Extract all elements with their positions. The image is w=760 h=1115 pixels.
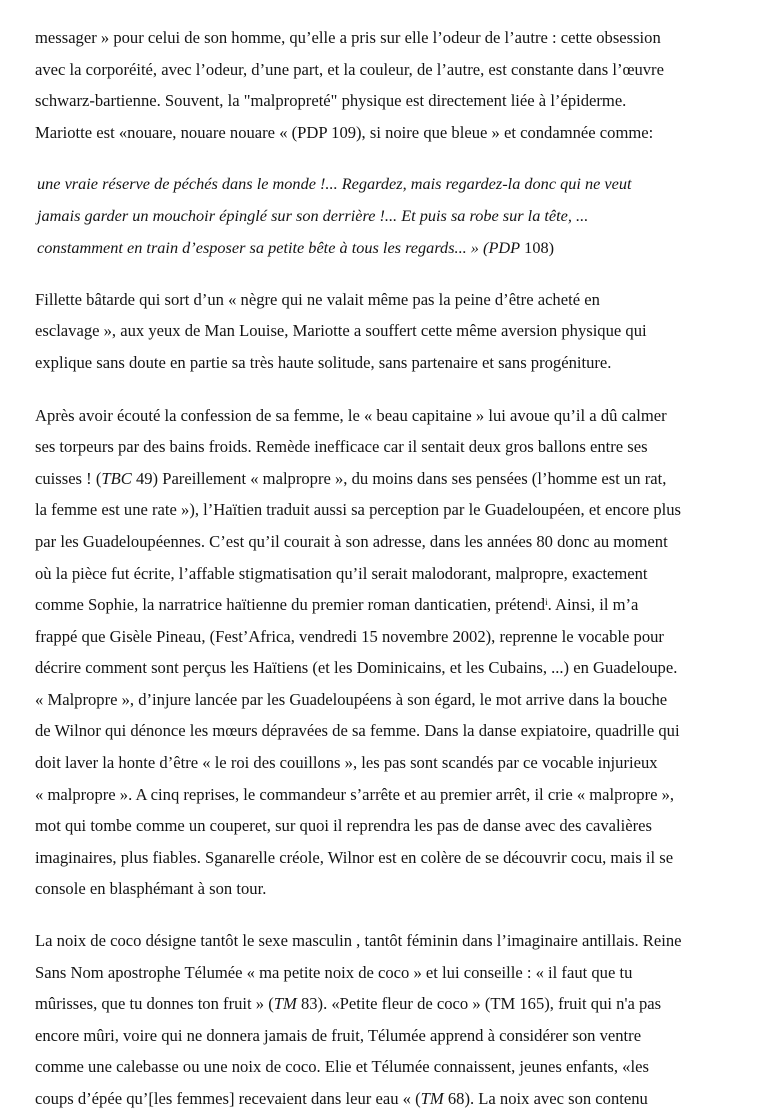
paragraph-1 [35, 22, 747, 148]
text-run: 83). «Petite fleur de coco » (TM 165), fruit qui n'a pas [296, 994, 662, 1014]
text-line: encore mûri, voire qui ne donnera jamais de fruit, Télumée apprend à considérer son ventre [35, 1025, 642, 1045]
text-line: comme une calebasse ou une noix de coco. Elie et Télumée connaissent, jeunes enfants, «les [35, 1057, 649, 1077]
text-line: esclavage », aux yeux de Man Louise, Mariotte a souffert cette même aversion physique qui [35, 321, 647, 341]
text-line: Mariotte est «nouare, nouare nouare « (PDP 109), si noire que bleue » et condamnée comme: [35, 122, 654, 142]
text-run: 68). La noix avec son contenu [443, 1089, 648, 1109]
text-line: la femme est une rate »), l’Haïtien traduit aussi sa perception par le Guadeloupéen, et encore plus [35, 500, 681, 520]
quote-text: constamment en train d’esposer sa petite bête à tous les regards... » ( [37, 237, 489, 257]
paragraph-3 [35, 400, 747, 906]
text-line: Après avoir écouté la confession de sa femme, le « beau capitaine » lui avoue qu’il a dû calmer [35, 405, 667, 425]
text-line: « malpropre ». A cinq reprises, le commandeur s’arrête et au premier arrêt, il crie « malpropre », [35, 784, 675, 804]
text-run: coups d’épée qu’[les femmes] recevaient dans leur eau « ( [35, 1089, 421, 1109]
citation-page: 108) [520, 237, 555, 257]
quote-line: jamais garder un mouchoir épinglé sur son derrière !... Et puis sa robe sur la tête, ... [37, 206, 589, 226]
text-line: mot qui tombe comme un couperet, sur quoi il reprendra les pas de danse avec des cavalières [35, 816, 652, 836]
text-line: décrire comment sont perçus les Haïtiens (et les Dominicains, et les Cubains, ...) en Guadeloupe. [35, 658, 678, 678]
text-line: console en blasphémant à son tour. [35, 879, 267, 899]
text-line: imaginaires, plus fiables. Sganarelle créole, Wilnor est en colère de se découvrir cocu, mais il se [35, 847, 674, 867]
text-line: schwarz-bartienne. Souvent, la "malpropreté" physique est directement liée à l’épiderme. [35, 91, 627, 111]
text-line: « Malpropre », d’injure lancée par les Guadeloupéens à son égard, le mot arrive dans la bouche [35, 689, 668, 709]
text-line [35, 1083, 747, 1115]
text-line: La noix de coco désigne tantôt le sexe masculin , tantôt féminin dans l’imaginaire antillais. Reine [35, 931, 682, 951]
text-line: Sans Nom apostrophe Télumée « ma petite noix de coco » et lui conseille : « il faut que tu [35, 962, 633, 982]
paragraph-4 [35, 925, 747, 1115]
text-line: explique sans doute en partie sa très haute solitude, sans partenaire et sans progéniture. [35, 352, 612, 372]
quote-line: une vraie réserve de péchés dans le monde !... Regardez, mais regardez-la donc qui ne veut [37, 174, 632, 194]
text-line: où la pièce fut écrite, l’affable stigmatisation qu’il serait malodorant, malpropre, exactement [35, 563, 648, 583]
paragraph-2 [35, 284, 747, 379]
text-line [35, 463, 747, 495]
text-line: messager » pour celui de son homme, qu’elle a pris sur elle l’odeur de l’autre : cette obsession [35, 28, 661, 47]
text-line: de Wilnor qui dénonce les mœurs dépravées de sa femme. Dans la danse expiatoire, quadrille qui [35, 721, 680, 741]
text-line: par les Guadeloupéennes. C’est qu’il courait à son adresse, dans les années 80 donc au moment [35, 531, 668, 551]
text-line: avec la corporéité, avec l’odeur, d’une part, et la couleur, de l’autre, est constante dans l’œuvre [35, 59, 664, 79]
text-run: mûrisses, que tu donnes ton fruit » ( [35, 994, 274, 1014]
text-line [35, 988, 747, 1020]
paragraph-spacer [35, 905, 747, 925]
paragraph-spacer [35, 264, 747, 284]
citation-abbrev: PDP [488, 237, 521, 257]
text-run: comme Sophie, la narratrice haïtienne du premier roman danticatien, prétend [35, 595, 546, 615]
block-quote [35, 168, 747, 263]
text-run: . Ainsi, il m’a [547, 595, 639, 615]
paragraph-spacer [35, 379, 747, 400]
text-line [35, 589, 747, 621]
quote-line [35, 232, 747, 264]
citation-abbrev: TM [273, 994, 297, 1014]
text-run: cuisses ! ( [35, 468, 102, 488]
citation-abbrev: TBC [101, 468, 132, 488]
text-line: Fillette bâtarde qui sort d’un « nègre qui ne valait même pas la peine d’être acheté en [35, 289, 600, 309]
paragraph-spacer [35, 148, 747, 168]
text-line: doit laver la honte d’être « le roi des couillons », les pas sont scandés par ce vocable injurieux [35, 753, 658, 773]
citation-abbrev: TM [420, 1089, 444, 1109]
text-line: ses torpeurs par des bains froids. Remède inefficace car il sentait deux gros ballons entre ses [35, 437, 648, 457]
footnote-marker[interactable]: i [545, 597, 548, 608]
text-run: 49) Pareillement « malpropre », du moins dans ses pensées (l’homme est un rat, [131, 468, 667, 488]
document-page [35, 22, 747, 1115]
text-line: frappé que Gisèle Pineau, (Fest’Africa, vendredi 15 novembre 2002), reprenne le vocable pour [35, 626, 664, 646]
